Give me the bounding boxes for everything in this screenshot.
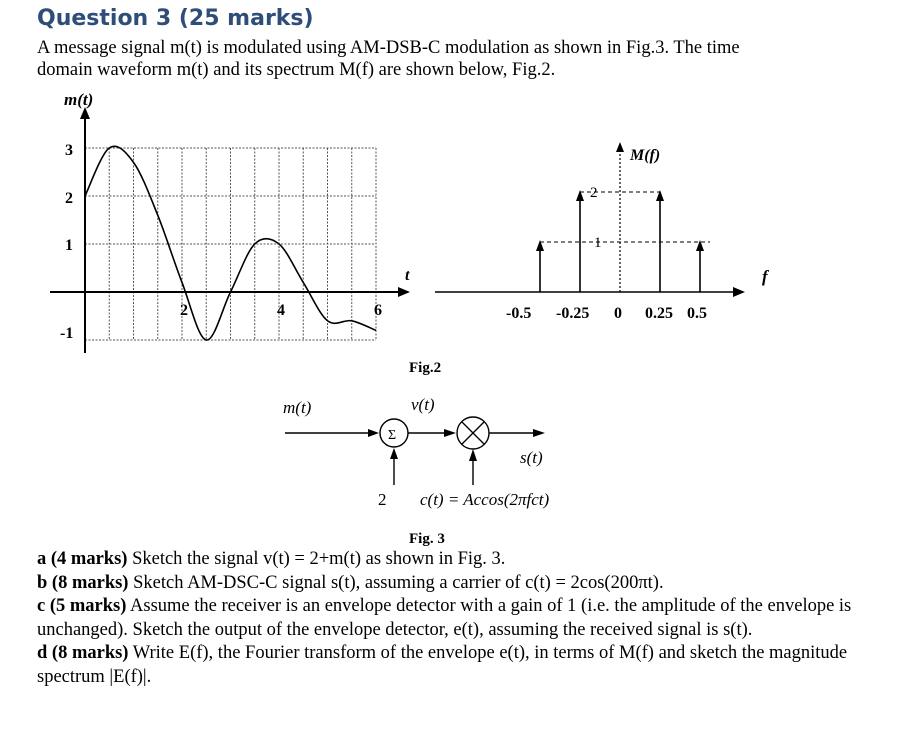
output-arrowhead	[533, 429, 545, 437]
x-tick-2: 2	[180, 302, 188, 319]
y-tick-3: 3	[65, 142, 73, 159]
sum-to-mult-arrowhead	[444, 429, 456, 437]
part-d	[37, 642, 877, 689]
sum-symbol: Σ	[388, 428, 397, 443]
x-tick-4: 4	[277, 302, 285, 319]
constant-arrowhead	[390, 448, 398, 459]
output-label: s(t)	[520, 448, 543, 467]
plot-grid	[85, 148, 376, 340]
modulator-block-diagram	[280, 385, 660, 525]
spectrum-plot	[430, 130, 800, 330]
sum-output-label: v(t)	[411, 395, 435, 414]
f-tick-0: 0	[614, 305, 622, 322]
constant-input-label: 2	[378, 490, 387, 509]
time-plot-xlabel: t	[405, 267, 410, 284]
time-plot-ylabel: m(t)	[64, 90, 94, 109]
question-title: Question 3 (25 marks)	[37, 6, 314, 31]
input-arrowhead	[368, 429, 379, 437]
part-c-label: c (5 marks)	[37, 596, 127, 616]
mf-axis-arrow	[616, 142, 624, 152]
part-a	[37, 548, 877, 572]
spectrum-impulses	[536, 190, 704, 292]
x-axis-arrow	[398, 287, 410, 297]
carrier-label: c(t) = Accos(2πfct)	[420, 490, 550, 509]
time-waveform-plot	[40, 85, 460, 365]
intro-line-2: domain waveform m(t) and its spectrum M(f) are shown below, Fig.2.	[37, 60, 556, 80]
part-a-label: a (4 marks)	[37, 549, 128, 569]
spectrum-ylabel: M(f)	[630, 147, 661, 164]
part-c-text: Assume the receiver is an envelope detector with a gain of 1 (i.e. the amplitude of the envelope is unchanged). Sketch the output of the envelope detector, e(t), assuming the received signal is s(t).	[37, 596, 852, 640]
spectrum-mark-1: 1	[594, 235, 602, 251]
fig3-caption: Fig. 3	[409, 531, 445, 547]
f-tick-0.25: 0.25	[645, 305, 673, 322]
y-tick-1: 1	[65, 237, 73, 254]
part-a-text: Sketch the signal v(t) = 2+m(t) as shown in Fig. 3.	[127, 549, 506, 569]
part-c	[37, 595, 877, 642]
question-intro	[37, 37, 867, 81]
f-tick-neg0.5: -0.5	[506, 305, 532, 322]
f-axis-arrow	[733, 287, 745, 297]
f-tick-neg0.25: -0.25	[556, 305, 590, 322]
part-d-label: d (8 marks)	[37, 643, 129, 663]
fig2-caption: Fig.2	[409, 360, 442, 376]
part-b-label: b (8 marks)	[37, 572, 129, 593]
part-d-text: Write E(f), the Fourier transform of the envelope e(t), in terms of M(f) and sketch the magnitude spectrum |E(f)|.	[37, 643, 848, 687]
y-tick-2: 2	[65, 190, 73, 207]
spectrum-mark-2: 2	[590, 185, 598, 201]
y-tick-neg1: -1	[60, 325, 74, 342]
question-parts	[37, 548, 877, 689]
input-label: m(t)	[283, 398, 312, 417]
part-b-text: Sketch AM-DSC-C signal s(t), assuming a carrier of c(t) = 2cos(200πt).	[128, 572, 664, 593]
x-tick-6: 6	[374, 302, 382, 319]
spectrum-xlabel: f	[762, 267, 768, 286]
part-b	[37, 572, 877, 596]
f-tick-0.5: 0.5	[687, 305, 707, 322]
carrier-arrowhead	[469, 449, 477, 461]
intro-line-1: A message signal m(t) is modulated using AM-DSB-C modulation as shown in Fig.3. The time	[37, 38, 740, 58]
